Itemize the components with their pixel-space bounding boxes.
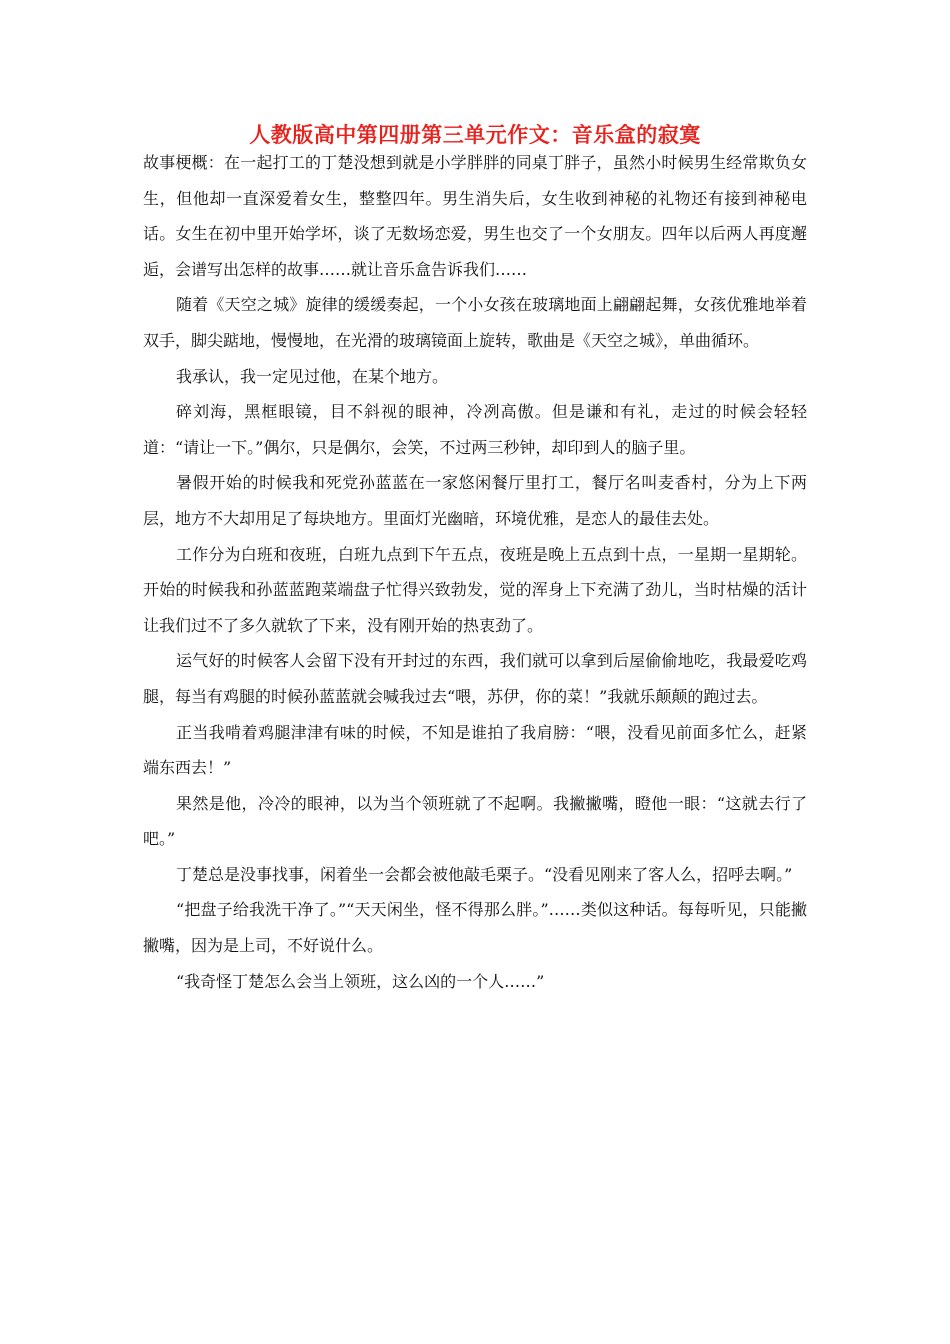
document-title: 人教版高中第四册第三单元作文：音乐盒的寂寞: [249, 123, 701, 147]
body-paragraph: 碎刘海，黑框眼镜，目不斜视的眼神，冷冽高傲。但是谦和有礼，走过的时候会轻轻道：“请让一下。”偶尔，只是偶尔，会笑，不过两三秒钟，却印到人的脑子里。: [143, 402, 807, 457]
body-paragraph: 工作分为白班和夜班，白班九点到下午五点，夜班是晚上五点到十点，一星期一星期轮。开始的时候我和孙蓝蓝跑菜端盘子忙得兴致勃发，觉的浑身上下充满了劲儿，当时枯燥的活计让我们过不了多久就软了下来，没有刚开始的热衷劲了。: [143, 544, 807, 635]
body-paragraph: 暑假开始的时候我和死党孙蓝蓝在一家悠闲餐厅里打工，餐厅名叫麦香村，分为上下两层，地方不大却用足了每块地方。里面灯光幽暗，环境优雅，是恋人的最佳去处。: [143, 473, 807, 528]
body-paragraph: “我奇怪丁楚怎么会当上领班，这么凶的一个人……”: [176, 971, 545, 991]
body-paragraph: 我承认，我一定见过他，在某个地方。: [176, 366, 449, 386]
body-paragraph: 果然是他，冷冷的眼神，以为当个领班就了不起啊。我撇撇嘴，瞪他一眼：“这就去行了吧。”: [143, 793, 807, 849]
document-body: [143, 145, 807, 999]
body-paragraph: 丁楚总是没事找事，闲着坐一会都会被他敲毛栗子。“没看见刚来了客人么，招呼去啊。”: [176, 864, 793, 884]
body-paragraph: 随着《天空之城》旋律的缓缓奏起，一个小女孩在玻璃地面上翩翩起舞，女孩优雅地举着双手，脚尖踮地，慢慢地，在光滑的玻璃镜面上旋转，歌曲是《天空之城》，单曲循环。: [143, 295, 807, 350]
body-paragraph: 正当我啃着鸡腿津津有味的时候，不知是谁拍了我肩膀：“喂，没看见前面多忙么，赶紧端东西去！”: [143, 722, 807, 778]
body-paragraph: “把盘子给我洗干净了。”“天天闲坐，怪不得那么胖。”……类似这种话。每每听见，只能撇撇嘴，因为是上司，不好说什么。: [143, 900, 807, 956]
synopsis-paragraph: 故事梗概：在一起打工的丁楚没想到就是小学胖胖的同桌丁胖子，虽然小时候男生经常欺负女生，但他却一直深爱着女生，整整四年。男生消失后，女生收到神秘的礼物还有接到神秘电话。女生在初中里开始学坏，谈了无数场恋爱，男生也交了一个女朋友。四年以后两人再度邂逅，会谱写出怎样的故事……就让音乐盒告诉我们……: [143, 153, 807, 279]
body-paragraph: 运气好的时候客人会留下没有开封过的东西，我们就可以拿到后屋偷偷地吃，我最爱吃鸡腿，每当有鸡腿的时候孙蓝蓝就会喊我过去“喂，苏伊，你的菜！”我就乐颠颠的跑过去。: [143, 651, 807, 706]
